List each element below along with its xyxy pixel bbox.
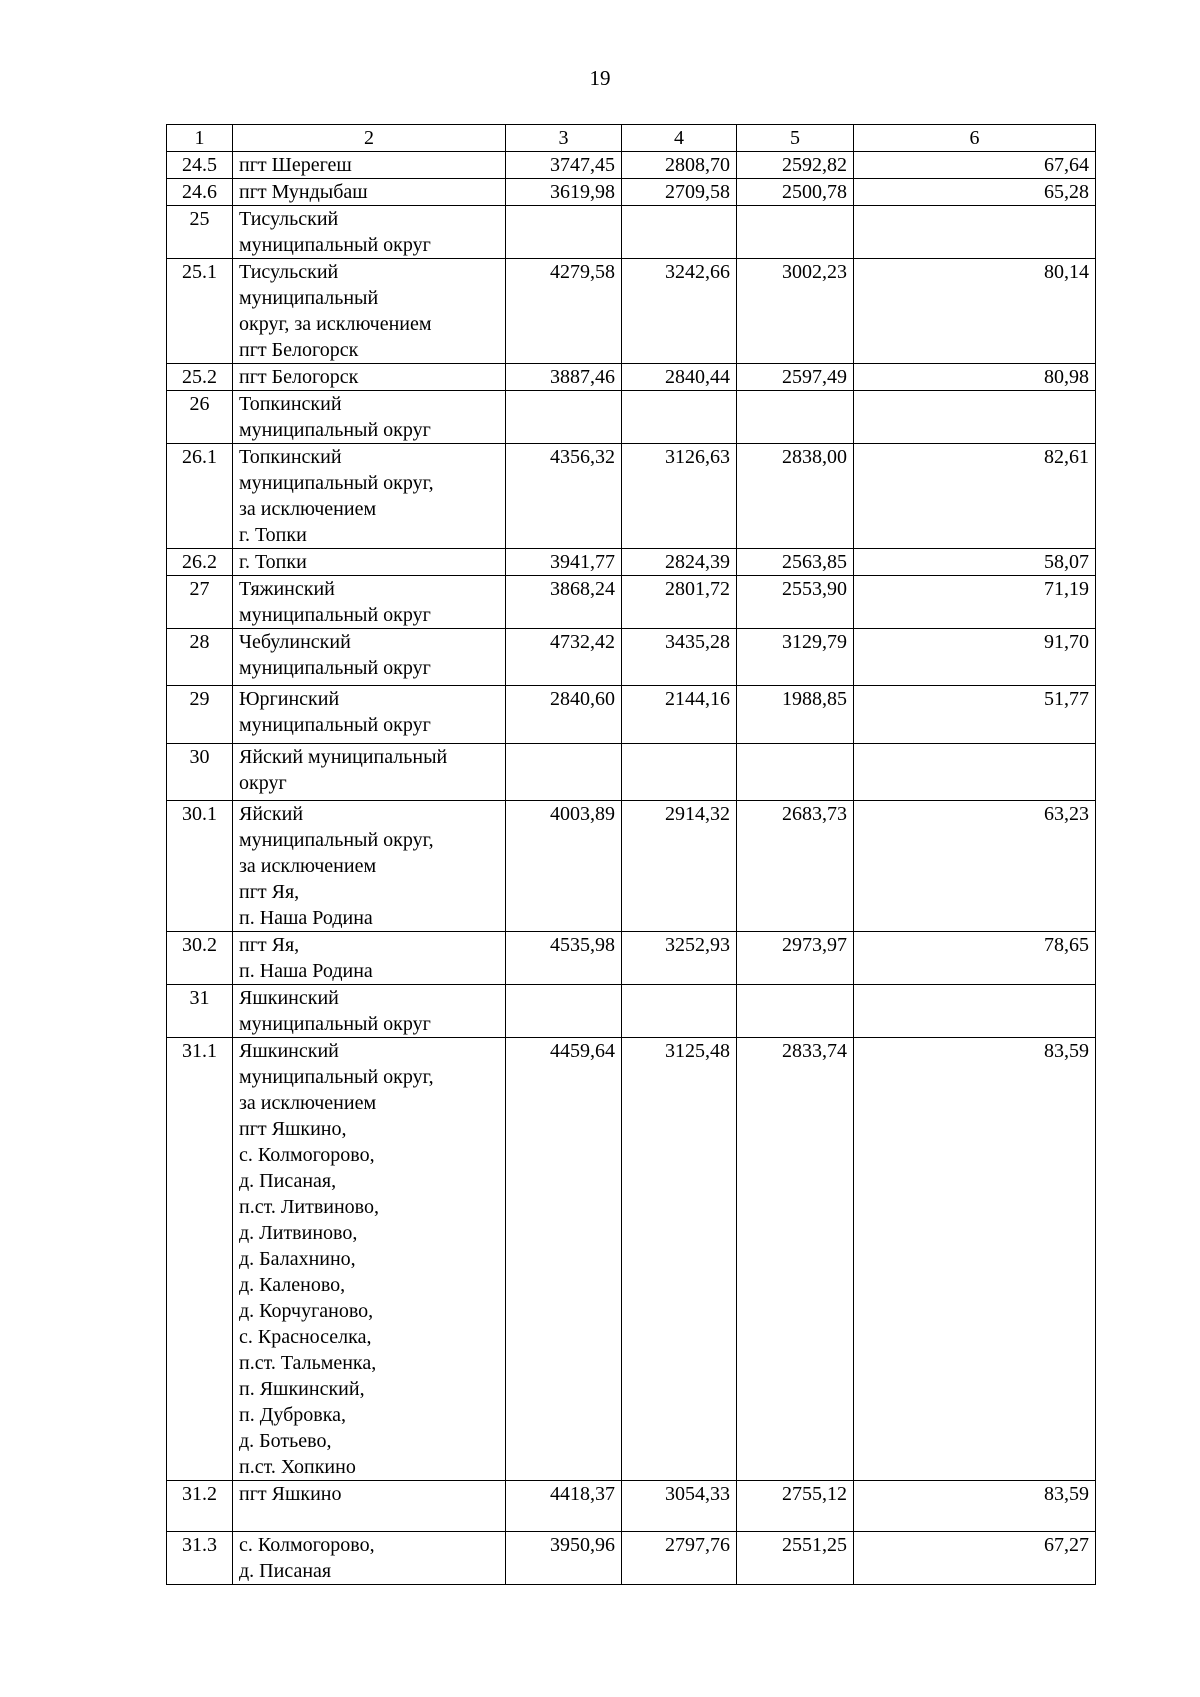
value-col4: 3126,63 <box>622 444 737 549</box>
value-col4: 2808,70 <box>622 152 737 179</box>
municipality-name: пгт Мундыбаш <box>233 179 506 206</box>
row-number: 24.5 <box>167 152 233 179</box>
value-col5: 2833,74 <box>737 1038 854 1481</box>
row-number: 31.3 <box>167 1532 233 1585</box>
value-col5: 2838,00 <box>737 444 854 549</box>
municipality-name: Тисульский муниципальный округ <box>233 206 506 259</box>
value-col4: 2840,44 <box>622 364 737 391</box>
value-col6 <box>854 985 1096 1038</box>
header-cell: 3 <box>506 125 622 152</box>
value-col5: 2551,25 <box>737 1532 854 1585</box>
value-col5: 2563,85 <box>737 549 854 576</box>
municipality-name: Тяжинский муниципальный округ <box>233 576 506 629</box>
value-col5: 3129,79 <box>737 629 854 686</box>
value-col3: 2840,60 <box>506 686 622 744</box>
value-col3: 3950,96 <box>506 1532 622 1585</box>
municipality-name: пгт Яя, п. Наша Родина <box>233 932 506 985</box>
value-col4: 3054,33 <box>622 1481 737 1532</box>
row-number: 31.2 <box>167 1481 233 1532</box>
value-col3 <box>506 391 622 444</box>
header-row <box>167 125 1096 152</box>
value-col4: 2797,76 <box>622 1532 737 1585</box>
value-col4: 3125,48 <box>622 1038 737 1481</box>
value-col4: 2824,39 <box>622 549 737 576</box>
row-number: 31.1 <box>167 1038 233 1481</box>
value-col4 <box>622 985 737 1038</box>
value-col6: 71,19 <box>854 576 1096 629</box>
header-cell: 2 <box>233 125 506 152</box>
value-col6 <box>854 391 1096 444</box>
value-col3: 4732,42 <box>506 629 622 686</box>
municipality-name: г. Топки <box>233 549 506 576</box>
row-number: 25.2 <box>167 364 233 391</box>
value-col4: 2801,72 <box>622 576 737 629</box>
table-row <box>167 801 1096 932</box>
table-row <box>167 259 1096 364</box>
value-col5: 1988,85 <box>737 686 854 744</box>
municipality-name: Юргинский муниципальный округ <box>233 686 506 744</box>
row-number: 30 <box>167 744 233 801</box>
value-col6: 83,59 <box>854 1481 1096 1532</box>
value-col3: 3868,24 <box>506 576 622 629</box>
table-row <box>167 1038 1096 1481</box>
value-col5: 3002,23 <box>737 259 854 364</box>
table-row <box>167 444 1096 549</box>
municipality-name: Топкинский муниципальный округ, за исключением г. Топки <box>233 444 506 549</box>
row-number: 29 <box>167 686 233 744</box>
municipality-name: Тисульский муниципальный округ, за исключением пгт Белогорск <box>233 259 506 364</box>
table-row <box>167 985 1096 1038</box>
row-number: 30.1 <box>167 801 233 932</box>
value-col3 <box>506 985 622 1038</box>
table-row <box>167 576 1096 629</box>
row-number: 25.1 <box>167 259 233 364</box>
row-number: 27 <box>167 576 233 629</box>
value-col6: 82,61 <box>854 444 1096 549</box>
table-row <box>167 932 1096 985</box>
value-col4 <box>622 391 737 444</box>
table-row <box>167 152 1096 179</box>
municipality-name: Чебулинский муниципальный округ <box>233 629 506 686</box>
value-col3: 3941,77 <box>506 549 622 576</box>
value-col6: 63,23 <box>854 801 1096 932</box>
value-col4 <box>622 744 737 801</box>
value-col5: 2592,82 <box>737 152 854 179</box>
value-col5: 2755,12 <box>737 1481 854 1532</box>
value-col4: 2144,16 <box>622 686 737 744</box>
table-row <box>167 744 1096 801</box>
table-row <box>167 686 1096 744</box>
value-col5: 2597,49 <box>737 364 854 391</box>
header-cell: 6 <box>854 125 1096 152</box>
table-row <box>167 206 1096 259</box>
value-col3: 4356,32 <box>506 444 622 549</box>
municipality-name: Яшкинский муниципальный округ <box>233 985 506 1038</box>
table-row <box>167 1532 1096 1585</box>
value-col4 <box>622 206 737 259</box>
value-col6: 80,14 <box>854 259 1096 364</box>
value-col3: 3747,45 <box>506 152 622 179</box>
value-col4: 3242,66 <box>622 259 737 364</box>
row-number: 24.6 <box>167 179 233 206</box>
row-number: 31 <box>167 985 233 1038</box>
value-col3: 4418,37 <box>506 1481 622 1532</box>
value-col4: 3252,93 <box>622 932 737 985</box>
municipality-name: пгт Шерегеш <box>233 152 506 179</box>
value-col3: 3887,46 <box>506 364 622 391</box>
value-col3: 4459,64 <box>506 1038 622 1481</box>
table-row <box>167 1481 1096 1532</box>
value-col5 <box>737 985 854 1038</box>
value-col6: 58,07 <box>854 549 1096 576</box>
page-number: 19 <box>589 66 611 90</box>
value-col5 <box>737 206 854 259</box>
value-col6 <box>854 744 1096 801</box>
row-number: 26.1 <box>167 444 233 549</box>
value-col3: 4279,58 <box>506 259 622 364</box>
value-col5: 2973,97 <box>737 932 854 985</box>
value-col6: 83,59 <box>854 1038 1096 1481</box>
value-col6: 67,27 <box>854 1532 1096 1585</box>
table-row <box>167 179 1096 206</box>
row-number: 26.2 <box>167 549 233 576</box>
value-col4: 2709,58 <box>622 179 737 206</box>
municipality-name: Яшкинский муниципальный округ, за исключением пгт Яшкино, с. Колмогорово, д. Писаная, п.ст. Литвиново, д. Литвиново, д. Балахнино, д. Каленово, д. Корчуганово, с. Красноселка, п.ст. Тальменка, п. Яшкинский, п. Дубровка, д. Ботьево, п.ст. Хопкино <box>233 1038 506 1481</box>
table-row <box>167 391 1096 444</box>
value-col5 <box>737 391 854 444</box>
value-col3: 4535,98 <box>506 932 622 985</box>
value-col6: 51,77 <box>854 686 1096 744</box>
row-number: 25 <box>167 206 233 259</box>
municipality-name: Яйский муниципальный округ, за исключением пгт Яя, п. Наша Родина <box>233 801 506 932</box>
table-row <box>167 629 1096 686</box>
municipality-name: пгт Яшкино <box>233 1481 506 1532</box>
value-col3 <box>506 744 622 801</box>
value-col5: 2500,78 <box>737 179 854 206</box>
table-body <box>167 152 1096 1585</box>
header-cell: 1 <box>167 125 233 152</box>
municipality-name: Топкинский муниципальный округ <box>233 391 506 444</box>
value-col6: 67,64 <box>854 152 1096 179</box>
value-col4: 2914,32 <box>622 801 737 932</box>
value-col6: 80,98 <box>854 364 1096 391</box>
table-row <box>167 549 1096 576</box>
municipality-name: с. Колмогорово, д. Писаная <box>233 1532 506 1585</box>
value-col6: 78,65 <box>854 932 1096 985</box>
value-col5: 2683,73 <box>737 801 854 932</box>
value-col3 <box>506 206 622 259</box>
table-row <box>167 364 1096 391</box>
value-col5 <box>737 744 854 801</box>
municipality-name: Яйский муниципальный округ <box>233 744 506 801</box>
header-cell: 5 <box>737 125 854 152</box>
value-col3: 4003,89 <box>506 801 622 932</box>
value-col6: 91,70 <box>854 629 1096 686</box>
row-number: 28 <box>167 629 233 686</box>
value-col5: 2553,90 <box>737 576 854 629</box>
header-cell: 4 <box>622 125 737 152</box>
value-col6 <box>854 206 1096 259</box>
municipality-name: пгт Белогорск <box>233 364 506 391</box>
row-number: 30.2 <box>167 932 233 985</box>
tariff-table <box>166 124 1096 1585</box>
value-col6: 65,28 <box>854 179 1096 206</box>
value-col3: 3619,98 <box>506 179 622 206</box>
row-number: 26 <box>167 391 233 444</box>
value-col4: 3435,28 <box>622 629 737 686</box>
